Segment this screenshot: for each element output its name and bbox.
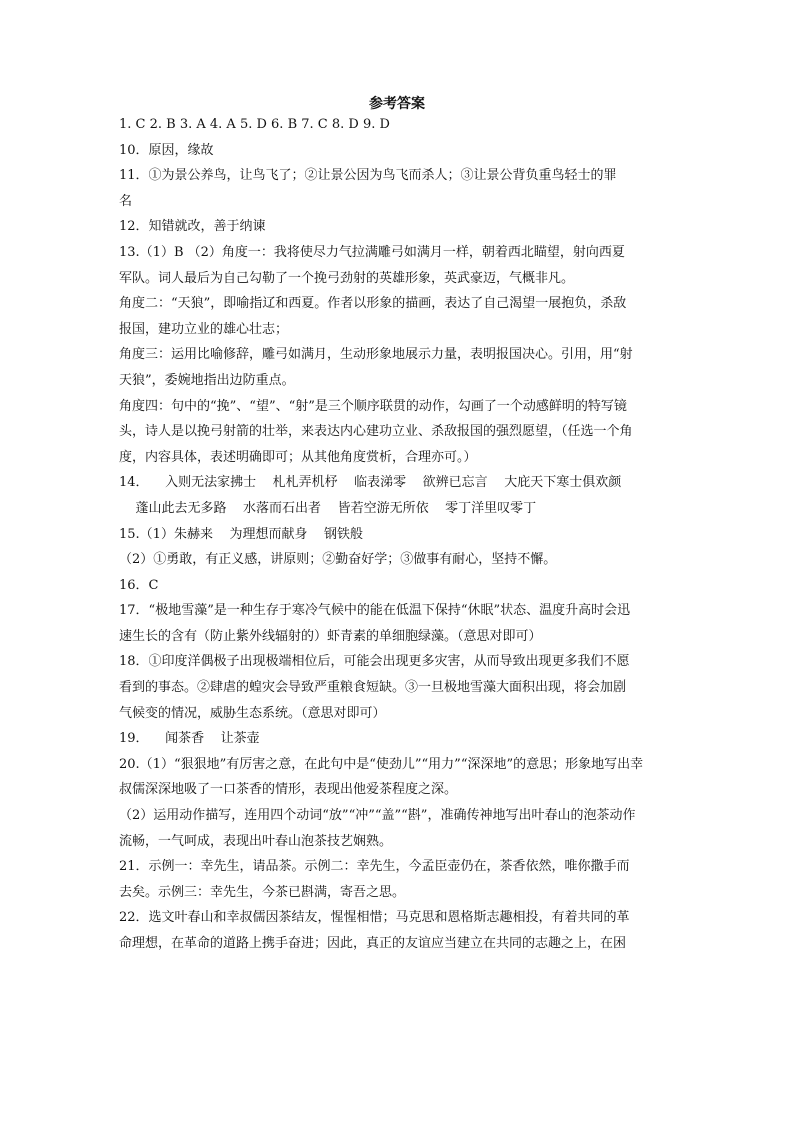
answer-line: （2）运用动作描写，连用四个动词“放”“冲”“盖”“斟”，准确传神地写出叶春山的泡茶动作 [119,808,636,824]
answer-line: 名 [119,193,133,209]
answer-line: 速生长的含有（防止紫外线辐射的）虾青素的单细胞绿藻。（意思对即可） [119,628,542,644]
answer-line: 报国，建功立业的雄心壮志； [119,321,289,337]
answer-line: 21．示例一：幸先生，请品茶。示例二：幸先生，今孟臣壶仍在，茶香依然，唯你撒手而 [119,859,630,875]
answer-line: 20.（1）“狠狠地”有厉害之意，在此句中是“使劲儿”“用力”“深深地”的意思；形象地写出幸 [119,756,644,772]
answer-line: 10．原因，缘故 [119,142,214,158]
answer-line: 看到的事态。②肆虐的蝗灾会导致严重粮食短缺。③一旦极地雪藻大面积出现，将会加剧 [119,680,627,696]
answer-line: 1. C 2. B 3. A 4. A 5. D 6. B 7. C 8. D 9. D [119,117,390,132]
answer-line: 11．①为景公养鸟，让鸟飞了；②让景公因为鸟飞而杀人；③让景公背负重鸟轻士的罪 [119,168,617,184]
answer-line: 流畅，一气呵成，表现出叶春山泡茶技艺娴熟。 [119,833,393,849]
answer-line: 17．“极地雪藻”是一种生存于寒冷气候中的能在低温下保持“休眠”状态、温度升高时会迅 [119,603,631,619]
answer-line: 角度三：运用比喻修辞，雕弓如满月，生动形象地展示力量，表明报国决心。引用，用“射 [119,347,633,363]
answer-line: 14． 入则无法家拂士 札札弄机杼 临表涕零 欲辨已忘言 大庇天下寒士俱欢颜 [119,475,622,491]
answer-line: 头，诗人是以挽弓射箭的壮举，来表达内心建功立业、杀敌报国的强烈愿望，（任选一个角 [119,424,633,440]
answer-line: 角度四：句中的“挽”、“望”、“射”是三个顺序联贯的动作，勾画了一个动感鲜明的特写镜 [119,398,627,414]
answer-line: 16．C [119,577,159,593]
answer-line: 叔儒深深地吸了一口茶香的情形，表现出他爱茶程度之深。 [119,782,458,798]
answer-line: 天狼”，委婉地指出边防重点。 [119,372,295,388]
answer-line: 19． 闻茶香 让茶壶 [119,731,260,747]
answer-line: 去矣。示例三：幸先生，今茶已斟满，寄吾之思。 [119,884,406,900]
answer-line: 命理想，在革命的道路上携手奋进；因此，真正的友谊应当建立在共同的志趣之上，在困 [119,936,627,951]
answer-line: 度，内容具体，表述明确即可；从其他角度赏析，合理亦可。） [119,449,477,465]
answer-line: 18．①印度洋偶极子出现极端相位后，可能会出现更多灾害，从而导致出现更多我们不愿 [119,654,630,670]
answer-line: 气候变的情况，威胁生态系统。（意思对即可） [119,705,386,721]
page-title: 参考答案 [369,96,425,112]
answer-line: （2）①勇敢，有正义感，讲原则；②勤奋好学；③做事有耐心，坚持不懈。 [119,552,557,568]
answer-line: 蓬山此去无多路 水落而石出者 皆若空游无所依 零丁洋里叹零丁 [119,500,537,516]
answer-line: 12．知错就改，善于纳谏 [119,219,266,235]
answer-line: 15.（1）朱赫来 为理想而献身 钢铁般 [119,526,364,542]
answer-line: 角度二：“天狼”，即喻指辽和西夏。作者以形象的描画，表达了自己渴望一展抱负，杀敌 [119,296,627,312]
answer-line: 13.（1）B （2）角度一：我将使尽力气拉满雕弓如满月一样，朝着西北瞄望，射向西夏 [119,244,625,260]
answer-line: 军队。词人最后为自己勾勒了一个挽弓劲射的英雄形象，英武豪迈，气概非凡。 [119,270,575,286]
answer-body [119,112,679,957]
answer-line: 22．选文叶春山和幸叔儒因茶结友，惺惺相惜；马克思和恩格斯志趣相投，有着共同的革 [119,910,630,926]
